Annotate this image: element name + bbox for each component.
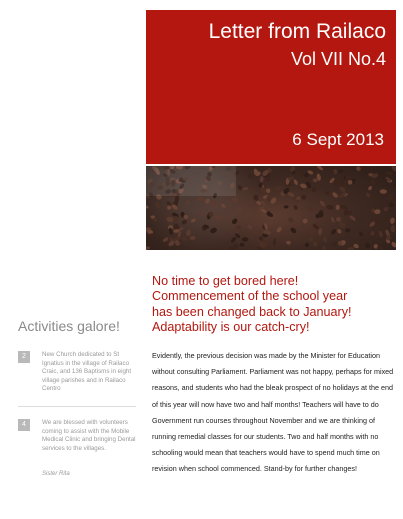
sidebar-item-text: New Church dedicated to St Ignatius in the village of Railaco Craic, and 136 Baptisms in eight village parishes and in Railaco Centro bbox=[42, 351, 132, 393]
item-number-badge: 2 bbox=[18, 351, 30, 363]
volume-number: Vol VII No.4 bbox=[290, 49, 386, 69]
item-number-badge: 4 bbox=[18, 419, 30, 431]
sidebar-item-text: We are blessed with volunteers coming to assist with the Mobile Medical Clinic and bringing Dental services to the villages. bbox=[42, 419, 136, 452]
signature: Sister Rita bbox=[42, 471, 70, 477]
sidebar-divider bbox=[18, 406, 136, 407]
coffee-beans-icon bbox=[146, 166, 396, 250]
issue-date: 6 Sept 2013 bbox=[292, 130, 384, 149]
sidebar-heading: Activities galore! bbox=[18, 318, 120, 334]
article-headline bbox=[152, 274, 398, 336]
headline-line: Commencement of the school year bbox=[152, 289, 348, 304]
article-body: Evidently, the previous decision was made by the Minister for Education without consulting Parliament. Parliament was not happy, perhaps for mixed reasons, and students who had the bleak prospect of no holidays at the end of this year will now have two and half months! Teachers will have to do Government run courses throughout November and we are thinking of running remedial classes for our students. Two and half months with no schooling would mean that teachers would have to spend much time on revision when school commenced. Stand-by for further changes! bbox=[152, 351, 394, 474]
headline-line: has been changed back to January! bbox=[152, 304, 352, 319]
headline-line: Adaptability is our catch-cry! bbox=[152, 320, 310, 335]
coffee-beans-image bbox=[146, 166, 396, 250]
headline-line: No time to get bored here! bbox=[152, 274, 299, 288]
masthead bbox=[146, 10, 396, 164]
newsletter-title: Letter from Railaco bbox=[208, 20, 386, 43]
